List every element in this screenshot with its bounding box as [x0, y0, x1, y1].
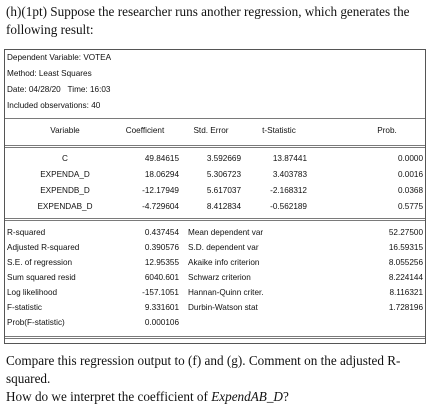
rule-stats-bottom [5, 336, 425, 339]
row-t-statistic: 3.403783 [272, 170, 307, 179]
stat-value: 52.27500 [388, 228, 423, 237]
row-prob: 0.0368 [397, 186, 423, 195]
stat-value: 0.000106 [144, 318, 179, 327]
stat-value: 8.055256 [388, 258, 423, 267]
row-std-error: 3.592669 [206, 154, 241, 163]
stat-value: 9.331601 [144, 303, 179, 312]
row-std-error: 5.306723 [206, 170, 241, 179]
row-variable: EXPENDB_D [40, 186, 90, 195]
stat-value: 1.728196 [388, 303, 423, 312]
row-coefficient: -12.17949 [142, 186, 179, 195]
date-time-line [7, 85, 110, 94]
stat-value: 0.437454 [144, 228, 179, 237]
stat-label: Log likelihood [7, 288, 58, 297]
stat-label: Mean dependent var [188, 228, 264, 237]
row-variable: EXPENDAB_D [37, 202, 93, 211]
row-variable: C [62, 154, 68, 163]
stat-label: Adjusted R-squared [7, 243, 80, 252]
regression-output-box [4, 49, 426, 344]
col-header-variable: Variable [50, 126, 80, 135]
stat-value: 0.390576 [144, 243, 179, 252]
row-prob: 0.5775 [397, 202, 423, 211]
question-intro: (h)(1pt) Suppose the researcher runs another regression, which generates the following result: [6, 4, 410, 37]
col-header-coefficient: Coefficient [125, 126, 165, 135]
stat-value: 8.224144 [388, 273, 423, 282]
outro-suffix: ? [282, 389, 289, 404]
outro-variable-name: ExpendAB_D [211, 389, 283, 404]
row-t-statistic: -0.562189 [270, 202, 307, 211]
row-t-statistic: -2.168312 [270, 186, 307, 195]
stat-value: 16.59315 [388, 243, 423, 252]
stat-label: Sum squared resid [7, 273, 76, 282]
stat-label: Durbin-Watson stat [188, 303, 258, 312]
row-std-error: 8.412834 [206, 202, 241, 211]
col-header-std-error: Std. Error [193, 126, 229, 135]
outro-line-2 [6, 388, 430, 406]
row-variable: EXPENDA_D [40, 170, 90, 179]
rule-header-top [5, 118, 425, 119]
stat-value: 8.116321 [389, 288, 423, 297]
time-label: Time: 16:03 [67, 85, 111, 94]
stat-label: Akaike info criterion [188, 258, 260, 267]
outro-line-1: Compare this regression output to (f) and (g). Comment on the adjusted R-squared. [6, 353, 401, 386]
observations-line: Included observations: 40 [7, 101, 101, 110]
stat-label: Hannan-Quinn criter. [188, 288, 264, 297]
col-header-t-statistic: t-Statistic [262, 126, 296, 135]
dependent-variable-line: Dependent Variable: VOTEA [7, 53, 112, 62]
date-label: Date: 04/28/20 [7, 85, 61, 94]
stat-label: F-statistic [7, 303, 43, 312]
stat-label: Prob(F-statistic) [7, 318, 65, 327]
method-line: Method: Least Squares [7, 69, 92, 78]
row-t-statistic: 13.87441 [272, 154, 307, 163]
row-prob: 0.0000 [397, 154, 423, 163]
rule-coefs-bottom [5, 218, 425, 221]
stat-label: S.D. dependent var [188, 243, 259, 252]
stat-value: 6040.601 [144, 273, 179, 282]
stat-label: S.E. of regression [7, 258, 73, 267]
stat-label: R-squared [7, 228, 46, 237]
question-outro [6, 352, 430, 406]
row-std-error: 5.617037 [206, 186, 241, 195]
row-coefficient: 18.06294 [144, 170, 179, 179]
rule-columns-bottom [5, 145, 425, 148]
stat-label: Schwarz criterion [188, 273, 251, 282]
row-coefficient: 49.84615 [144, 154, 179, 163]
stat-value: 12.95355 [144, 258, 179, 267]
outro-prefix: How do we interpret the coefficient of [6, 389, 212, 404]
row-prob: 0.0016 [397, 170, 423, 179]
row-coefficient: -4.729604 [142, 202, 179, 211]
col-header-prob: Prob. [377, 126, 397, 135]
stat-value: -157.1051 [142, 288, 179, 297]
